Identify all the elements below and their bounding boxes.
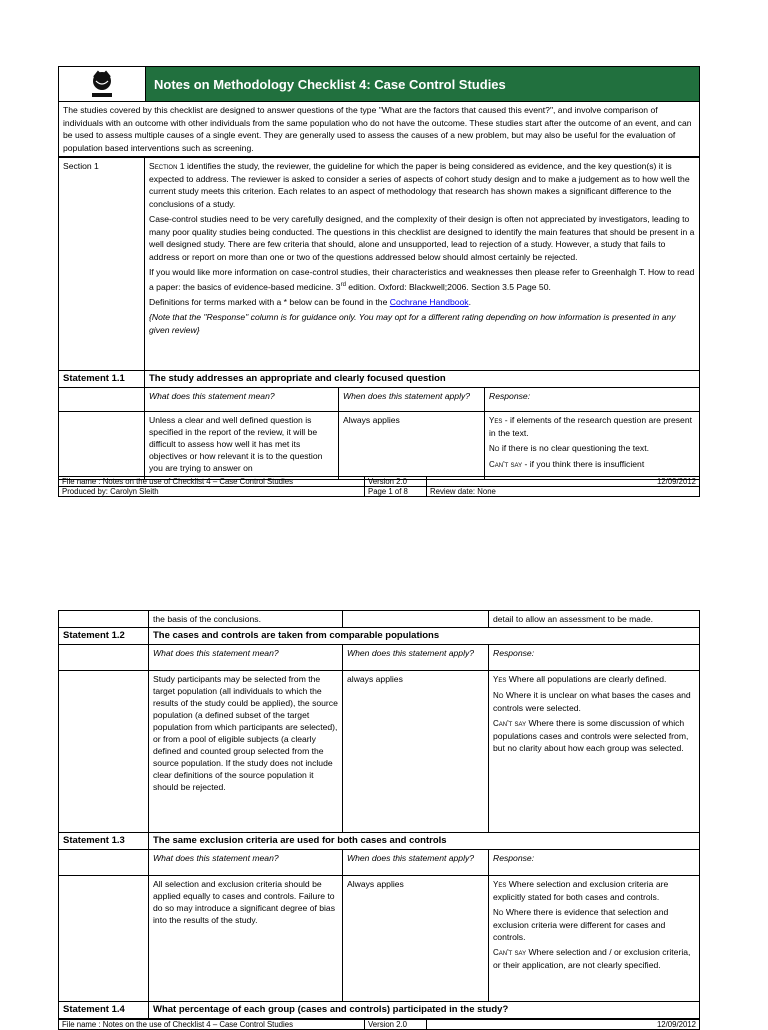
col-header-response: Response: (485, 388, 700, 412)
response-cantsay-text: Where there is some discussion of which populations cases and controls were selected from, but no clarity about how each group was selected. (493, 718, 689, 753)
response-yes-text: - if elements of the research question are present in the text. (489, 415, 692, 438)
statement-1-3-label: Statement 1.3 (59, 833, 149, 850)
empty-cell (343, 611, 489, 628)
statement-1-4-title: What percentage of each group (cases and controls) participated in the study? (149, 1002, 700, 1019)
statement-1-2-label: Statement 1.2 (59, 628, 149, 645)
statement-1-1-response (485, 412, 700, 480)
col-header-when: When does this statement apply? (339, 388, 485, 412)
footer-produced: Produced by: Carolyn Sleith (59, 487, 365, 497)
response-no-key: No (493, 691, 504, 700)
footer-file: File name : Notes on the use of Checklist 4 – Case Control Studies (59, 1020, 365, 1030)
thistle-logo-icon (84, 69, 120, 99)
section-1-p3a: If you would like more information on case-control studies, their characteristics and weaknesses then please refer to Greenhalgh T. How to read a paper: the basics of evidence-based medicine. 3 (149, 267, 695, 292)
response-yes-text: Where all populations are clearly defined. (506, 674, 667, 684)
statement-1-3-title: The same exclusion criteria are used for both cases and controls (149, 833, 700, 850)
footer-date: 12/09/2012 (427, 1020, 700, 1030)
response-cantsay-key: Can't say (493, 948, 527, 957)
response-yes-key: Yes (489, 416, 503, 425)
empty-cell (59, 645, 149, 671)
document-title: Notes on Methodology Checklist 4: Case Control Studies (146, 67, 699, 101)
col-header-meaning: What does this statement mean? (149, 645, 343, 671)
response-no-text: Where there is evidence that selection and exclusion criteria were different for cases and controls. (493, 907, 669, 942)
col-header-meaning: What does this statement mean? (145, 388, 339, 412)
response-yes-text: Where selection and exclusion criteria are explicitly stated for both cases and controls. (493, 879, 669, 902)
statement-1-1-title: The study addresses an appropriate and clearly focused question (145, 371, 700, 388)
response-cantsay-text: Where selection and / or exclusion criteria, or their application, are not clearly specified. (493, 947, 691, 970)
empty-cell (59, 388, 145, 412)
col-header-meaning: What does this statement mean? (149, 850, 343, 876)
continued-meaning: the basis of the conclusions. (149, 611, 343, 628)
response-no-text: Where it is unclear on what bases the cases and controls were selected. (493, 690, 691, 713)
footer-file: File name : Notes on the use of Checklist 4 – Case Control Studies (59, 477, 365, 487)
section-1-lead: Section 1 (149, 161, 185, 171)
section-1-note: {Note that the "Response" column is for guidance only. You may opt for a different rating depending on how information is presented in any given review} (149, 312, 676, 335)
response-cantsay-text: - if you think there is insufficient (522, 459, 645, 469)
section-1-p1: identifies the study, the reviewer, the guideline for which the paper is being considered as evidence, and the key question(s) it is expected to address. The reviewer is asked to consider a series of aspects of cohort study design and to make a judgement as to how well the current study meets this criterion. Each relates to an aspect of methodology that research has shown makes a significant difference to the conclusions of a study. (149, 161, 690, 209)
empty-cell (59, 671, 149, 833)
cochrane-handbook-link[interactable]: Cochrane Handbook (389, 296, 469, 307)
col-header-response: Response: (489, 850, 700, 876)
logo (59, 67, 146, 101)
statement-1-1-meaning: Unless a clear and well defined question is specified in the report of the review, it will be difficult to assess how well it has met its objectives or how relevant it is to the question you are trying to answer on (145, 412, 339, 480)
page-1 (58, 66, 700, 480)
response-cantsay-key: Can't say (489, 460, 523, 469)
col-header-when: When does this statement apply? (343, 850, 489, 876)
statement-1-3-when: Always applies (343, 876, 489, 1002)
section-1-p3sup: rd (340, 281, 346, 288)
empty-cell (59, 611, 149, 628)
intro-text: The studies covered by this checklist are designed to answer questions of the type "What are the factors that caused this event?", and involve comparison of individuals with an outcome with other individuals from the same population who do not have the outcome. These studies start after the outcome of an event, and can be used to assess multiple causes of a single event. They are generally used to assess the causes of a new problem, but may also be useful for the evaluation of population based interventions such as screening. (58, 102, 700, 157)
statement-1-3-response (489, 876, 700, 1002)
page-2 (58, 610, 700, 1019)
col-header-response: Response: (489, 645, 700, 671)
document-header (58, 66, 700, 102)
col-header-when: When does this statement apply? (343, 645, 489, 671)
section-1-table (58, 157, 700, 480)
empty-cell (59, 412, 145, 480)
section-1-body (145, 158, 700, 371)
statement-1-1-when: Always applies (339, 412, 485, 480)
response-cantsay-key: Can't say (493, 719, 527, 728)
continued-response: detail to allow an assessment to be made. (489, 611, 700, 628)
section-1-label: Section 1 (59, 158, 145, 371)
section-1-p2: Case-control studies need to be very carefully designed, and the complexity of their design is often not appreciated by investigators, leading to many poor quality studies being conducted. The questions in this checklist are designed to identify the main features that should be present in a well designed study. There are few criteria that should, alone and unsupported, lead to rejection of a study. However, a study that fails to address or report on more than one or two of the questions addressed below should almost certainly be rejected. (149, 214, 695, 262)
footer-version: Version 2.0 (365, 1020, 427, 1030)
response-yes-key: Yes (493, 880, 507, 889)
footer-version: Version 2.0 (365, 477, 427, 487)
statement-1-4-label: Statement 1.4 (59, 1002, 149, 1019)
footer-review: Review date: None (427, 487, 700, 497)
statement-1-2-meaning: Study participants may be selected from the target population (all individuals to which the results of the study could be applied), the source population (a defined subset of the target population from which participants are selected), or from a pool of eligible subjects (a clearly defined and counted group selected from the source population. If the study does not include clear definitions of the source population it should be rejected. (149, 671, 343, 833)
statement-1-1-label: Statement 1.1 (59, 371, 145, 388)
page-1-footer (58, 476, 700, 497)
statement-1-3-meaning: All selection and exclusion criteria should be applied equally to cases and controls. Failure to do so may introduce a significant degree of bias into the results of the study. (149, 876, 343, 1002)
empty-cell (59, 876, 149, 1002)
section-1-p4a: Definitions for terms marked with a * below can be found in the (149, 296, 390, 307)
response-no-key: No (493, 908, 504, 917)
response-no-key: No (489, 444, 500, 453)
statements-table (58, 610, 700, 1019)
statement-1-2-title: The cases and controls are taken from comparable populations (149, 628, 700, 645)
response-no-text: if there is no clear questioning the text. (499, 443, 649, 453)
footer-page: Page 1 of 8 (365, 487, 427, 497)
response-yes-key: Yes (493, 675, 507, 684)
page-2-footer-partial (58, 1019, 700, 1030)
footer-date: 12/09/2012 (427, 477, 700, 487)
section-1-p4b: . (468, 296, 471, 307)
statement-1-2-response (489, 671, 700, 833)
statement-1-2-when: always applies (343, 671, 489, 833)
section-1-p3b: edition. Oxford: Blackwell;2006. Section 3.5 Page 50. (345, 281, 551, 292)
empty-cell (59, 850, 149, 876)
